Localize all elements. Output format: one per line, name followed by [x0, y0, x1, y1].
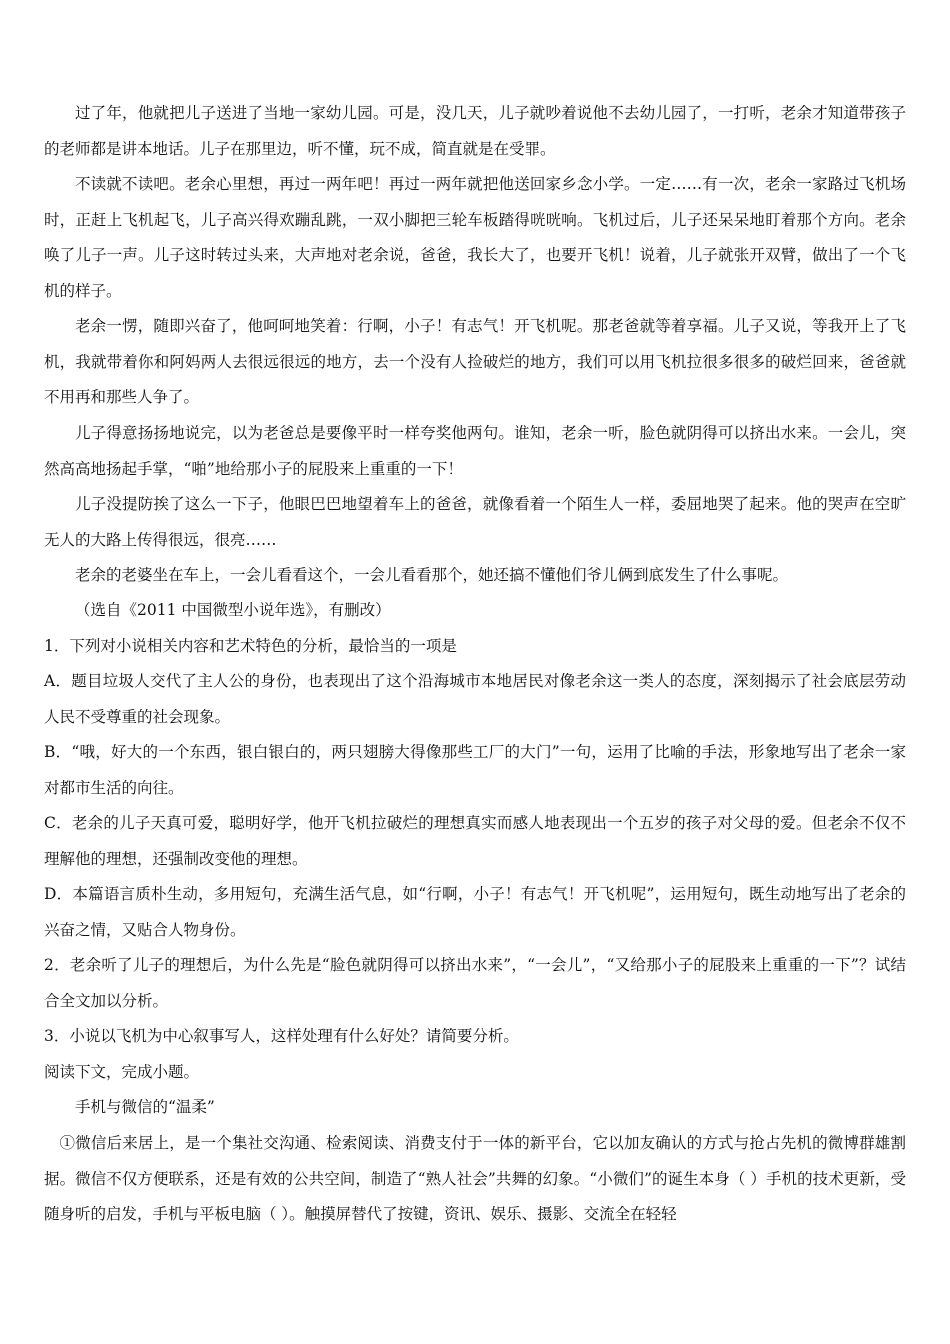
reading-instruction: 阅读下文，完成小题。 [44, 1063, 200, 1081]
question-1-stem: 1．下列对小说相关内容和艺术特色的分析，最恰当的一项是 [44, 637, 457, 655]
question-1-option-c: C．老余的儿子天真可爱，聪明好学，他开飞机拉破烂的理想真实而感人地表现出一个五岁的孩子对父母的爱。但老余不仅不理解他的理想，还强制改变他的理想。 [44, 814, 906, 868]
story-paragraph-6: 老余的老婆坐在车上，一会儿看看这个，一会儿看看那个，她还搞不懂他们爷儿俩到底发生了什么事呢。 [75, 566, 789, 584]
question-1-option-a: A．题目垃圾人交代了主人公的身份，也表现出了这个沿海城市本地居民对像老余这一类人的态度，深刻揭示了社会底层劳动人民不受尊重的社会现象。 [44, 672, 906, 726]
question-3: 3．小说以飞机为中心叙事写人，这样处理有什么好处？请简要分析。 [44, 1027, 519, 1045]
source-citation: （选自《2011 中国微型小说年选》，有删改） [75, 601, 391, 619]
article-title: 手机与微信的“温柔” [75, 1098, 215, 1116]
question-1-option-b: B．“哦，好大的一个东西，银白银白的，两只翅膀大得像那些工厂的大门”一句，运用了比喻的手法，形象地写出了老余一家对都市生活的向往。 [44, 743, 906, 797]
question-1-option-d: D．本篇语言质朴生动，多用短句，充满生活气息，如“行啊，小子！有志气！开飞机呢”，运用短句，既生动地写出了老余的兴奋之情，又贴合人物身份。 [44, 885, 906, 939]
question-2: 2．老余听了儿子的理想后，为什么先是“脸色就阴得可以挤出水来”，“一会儿”，“又给那小子的屁股来上重重的一下”？试结合全文加以分析。 [44, 956, 906, 1010]
story-paragraph-5: 儿子没提防挨了这么一下子，他眼巴巴地望着车上的爸爸，就像看着一个陌生人一样，委屈地哭了起来。他的哭声在空旷无人的大路上传得很远，很亮…… [44, 495, 906, 549]
story-paragraph-1: 过了年，他就把儿子送进了当地一家幼儿园。可是，没几天，儿子就吵着说他不去幼儿园了，一打听，老余才知道带孩子的老师都是讲本地话。儿子在那里边，听不懂，玩不成，简直就是在受罪。 [44, 104, 906, 158]
article-paragraph-1: ①微信后来居上，是一个集社交沟通、检索阅读、消费支付于一体的新平台，它以加友确认的方式与抢占先机的微博群雄割据。微信不仅方便联系，还是有效的公共空间，制造了“熟人社会”共舞的幻象。“小微们”的诞生本身（ ）手机的技术更新，受随身听的启发，手机与平板电脑（ ）。触摸屏替代了按键，资讯、娱乐、摄影、交流全在轻轻 [44, 1134, 906, 1223]
story-paragraph-2: 不读就不读吧。老余心里想，再过一两年吧！再过一两年就把他送回家乡念小学。一定……有一次，老余一家路过飞机场时，正赶上飞机起飞，儿子高兴得欢蹦乱跳，一双小脚把三轮车板踏得咣咣响。飞机过后，儿子还呆呆地盯着那个方向。老余唤了儿子一声。儿子这时转过头来，大声地对老余说，爸爸，我长大了，也要开飞机！说着，儿子就张开双臂，做出了一个飞机的样子。 [44, 175, 906, 300]
story-paragraph-3: 老余一愣，随即兴奋了，他呵呵地笑着：行啊，小子！有志气！开飞机呢。那老爸就等着享福。儿子又说，等我开上了飞机，我就带着你和阿妈两人去很远很远的地方，去一个没有人捡破烂的地方，我们可以用飞机拉很多很多的破烂回来，爸爸就不用再和那些人争了。 [44, 317, 906, 406]
story-paragraph-4: 儿子得意扬扬地说完，以为老爸总是要像平时一样夸奖他两句。谁知，老余一听，脸色就阴得可以挤出水来。一会儿，突然高高地扬起手掌，“啪”地给那小子的屁股来上重重的一下！ [44, 424, 906, 478]
